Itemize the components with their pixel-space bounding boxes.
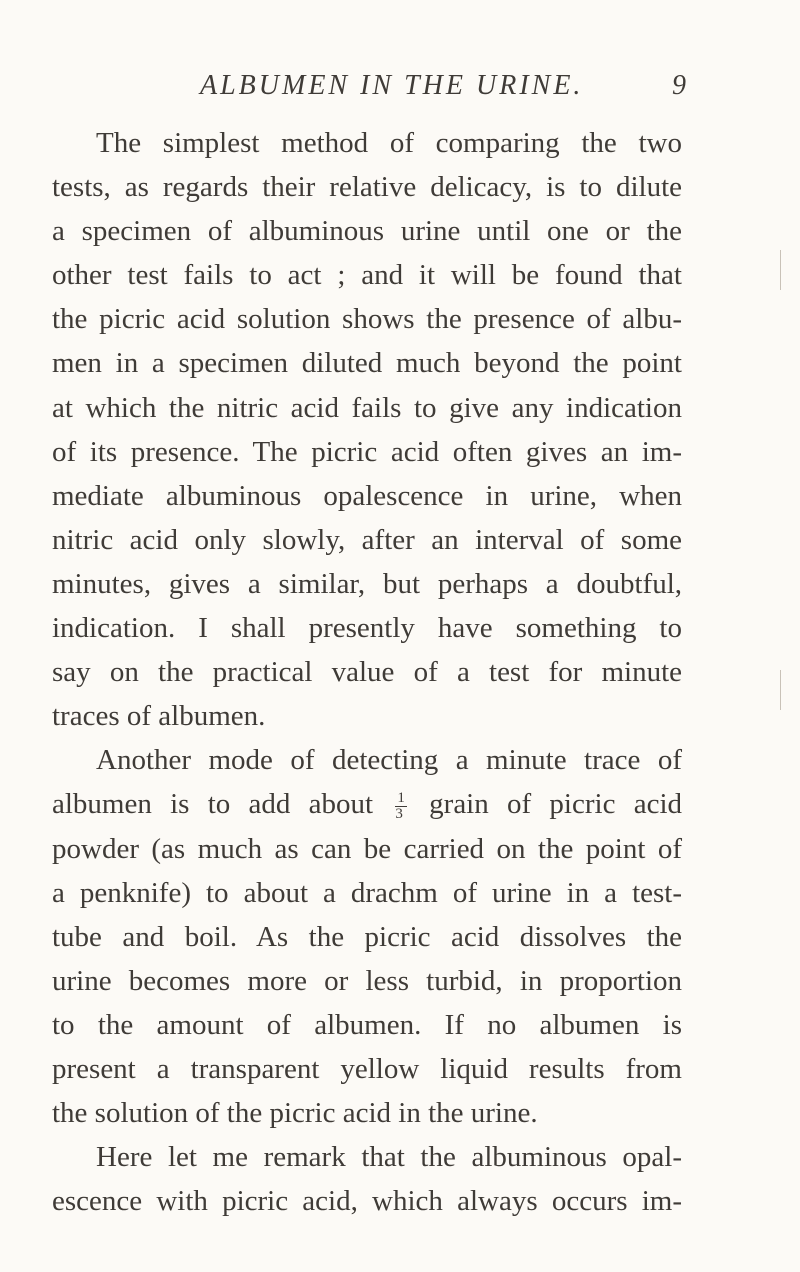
text-line: a specimen of albuminous urine until one or the [52, 215, 682, 248]
fraction-line-before: albumen is to add about [52, 788, 374, 821]
text-line-with-fraction [52, 782, 682, 826]
page-edge-mark [780, 250, 785, 290]
page-edge-mark [780, 670, 785, 710]
text-line: Another mode of detecting a minute trace of [96, 744, 682, 777]
text-line: The simplest method of comparing the two [96, 127, 682, 159]
running-head: ALBUMEN IN THE URINE. [200, 70, 584, 101]
text-line: men in a specimen diluted much beyond the point [52, 347, 682, 380]
text-line: a penknife) to about a drachm of urine in a test- [52, 876, 682, 909]
body-text [52, 121, 682, 1223]
text-line: of its presence. The picric acid often gives an im- [52, 435, 682, 468]
text-line: Here let me remark that the albuminous opal- [96, 1141, 682, 1174]
text-line: indication. I shall presently have something to [52, 612, 682, 645]
text-line: at which the nitric acid fails to give any indication [52, 391, 682, 424]
text-line: minutes, gives a similar, but perhaps a doubtful, [52, 567, 682, 600]
fraction [395, 791, 407, 822]
text-line: tube and boil. As the picric acid dissolves the [52, 920, 682, 953]
text-line: say on the practical value of a test for minute [52, 656, 682, 689]
text-line: the picric acid solution shows the presence of albu- [52, 303, 682, 336]
text-line: other test fails to act ; and it will be found that [52, 259, 682, 292]
page-number: 9 [672, 70, 686, 101]
text-line: mediate albuminous opalescence in urine, when [52, 479, 682, 512]
text-line: tests, as regards their relative delicacy, is to dilute [52, 171, 682, 204]
text-line: to the amount of albumen. If no albumen is [52, 1008, 682, 1041]
text-line: urine becomes more or less turbid, in proportion [52, 964, 682, 997]
text-line: powder (as much as can be carried on the point of [52, 832, 682, 865]
text-line: nitric acid only slowly, after an interval of some [52, 523, 682, 556]
text-line: traces of albumen. [52, 700, 266, 733]
fraction-line-after: grain of picric acid [429, 788, 683, 821]
text-line: escence with picric acid, which always occurs im- [52, 1185, 682, 1218]
text-line: present a transparent yellow liquid results from [52, 1052, 682, 1085]
fraction-denominator: 3 [395, 806, 403, 823]
fraction-numerator: 1 [397, 790, 405, 807]
text-line: the solution of the picric acid in the urine. [52, 1097, 538, 1130]
